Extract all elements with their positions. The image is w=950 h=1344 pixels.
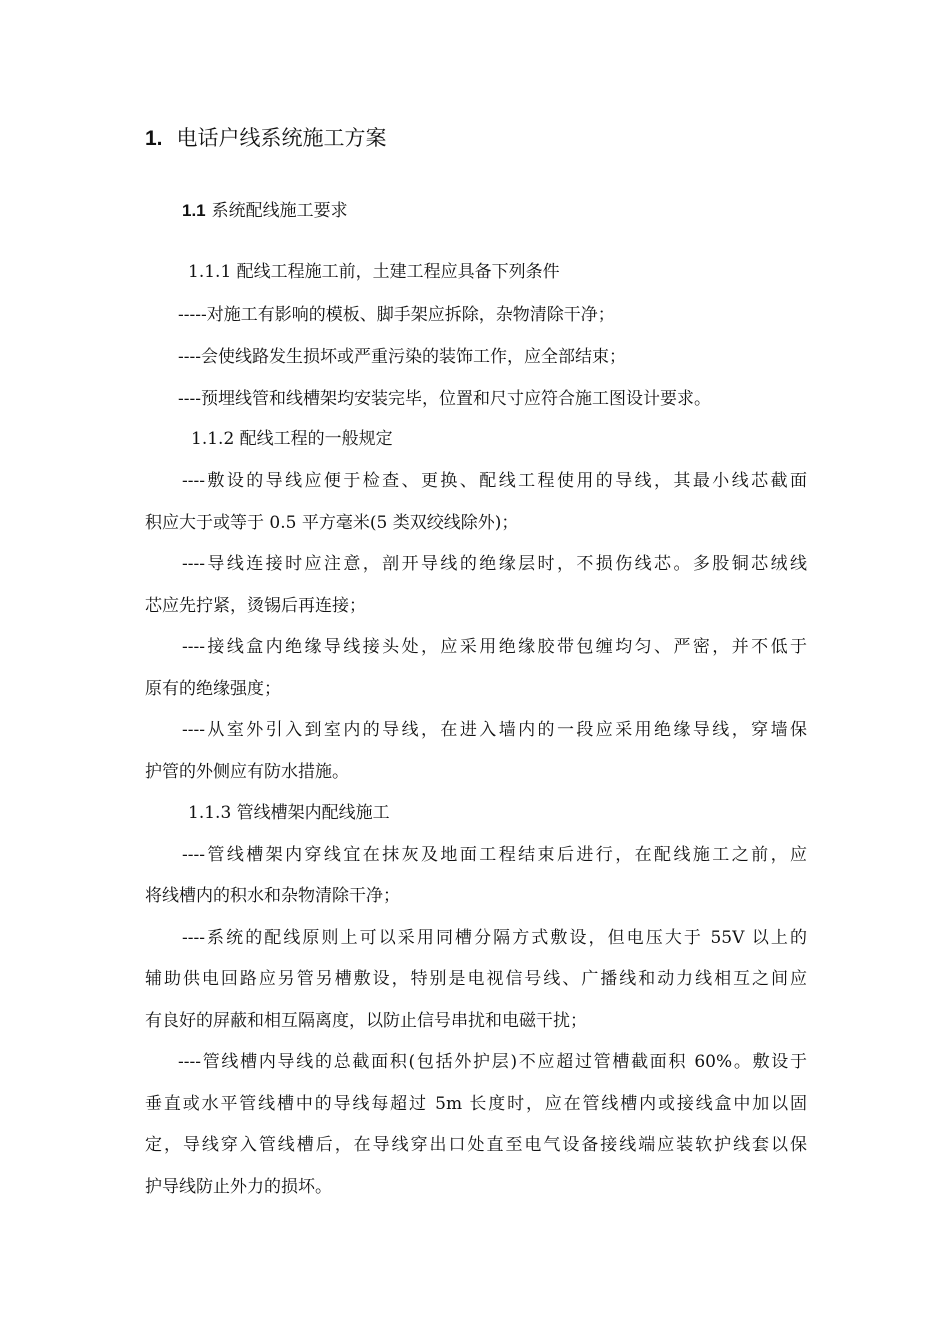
paragraph-line: 芯应先拧紧，烫锡后再连接； (145, 596, 366, 616)
heading-2-number: 1.1 (182, 201, 206, 220)
section-1-1-2-title: 1.1.2 配线工程的一般规定 (191, 429, 393, 449)
section-1-1-1-item: ----预埋线管和线槽架均安装完毕，位置和尺寸应符合施工图设计要求。 (178, 389, 711, 409)
heading-1-text: 电话户线系统施工方案 (176, 126, 387, 150)
heading-2-text: 系统配线施工要求 (211, 201, 348, 221)
heading-1 (145, 124, 387, 153)
paragraph-line: ----管线槽架内穿线宜在抹灰及地面工程结束后进行，在配线施工之前，应 (182, 845, 807, 865)
paragraph-line: 定，导线穿入管线槽后，在导线穿出口处直至电气设备接线端应装软护线套以保 (145, 1135, 807, 1155)
paragraph-line: 护管的外侧应有防水措施。 (145, 762, 349, 782)
paragraph-line: 将线槽内的积水和杂物清除干净； (145, 886, 400, 906)
section-1-1-1-item: -----对施工有影响的模板、脚手架应拆除，杂物清除干净； (178, 305, 615, 325)
paragraph-line: ----接线盒内绝缘导线接头处，应采用绝缘胶带包缠均匀、严密，并不低于 (182, 637, 807, 657)
heading-1-number: 1. (145, 127, 163, 150)
paragraph-line: ----敷设的导线应便于检查、更换、配线工程使用的导线，其最小线芯截面 (182, 471, 807, 491)
paragraph-line: ----系统的配线原则上可以采用同槽分隔方式敷设，但电压大于 55V 以上的 (182, 928, 807, 948)
paragraph-line: 垂直或水平管线槽中的导线每超过 5m 长度时，应在管线槽内或接线盒中加以固 (145, 1094, 807, 1114)
paragraph-line: ----管线槽内导线的总截面积(包括外护层)不应超过管槽截面积 60%。敷设于 (178, 1052, 807, 1072)
section-1-1-1-title: 1.1.1 配线工程施工前，土建工程应具备下列条件 (188, 262, 560, 282)
paragraph-line: 辅助供电回路应另管另槽敷设，特别是电视信号线、广播线和动力线相互之间应 (145, 969, 807, 989)
paragraph-line: ----导线连接时应注意，剖开导线的绝缘层时，不损伤线芯。多股铜芯绒线 (182, 554, 807, 574)
heading-2 (182, 199, 348, 223)
section-1-1-1-item: ----会使线路发生损坏或严重污染的装饰工作，应全部结束； (178, 347, 626, 367)
paragraph-line: 积应大于或等于 0.5 平方毫米(5 类双绞线除外)； (145, 513, 519, 533)
paragraph-line: 护导线防止外力的损坏。 (145, 1177, 332, 1197)
paragraph-line: 原有的绝缘强度； (145, 679, 281, 699)
paragraph-line: ----从室外引入到室内的导线，在进入墙内的一段应采用绝缘导线，穿墙保 (182, 720, 807, 740)
section-1-1-3-title: 1.1.3 管线槽架内配线施工 (188, 803, 390, 823)
paragraph-line: 有良好的屏蔽和相互隔离度，以防止信号串扰和电磁干扰； (145, 1011, 587, 1031)
